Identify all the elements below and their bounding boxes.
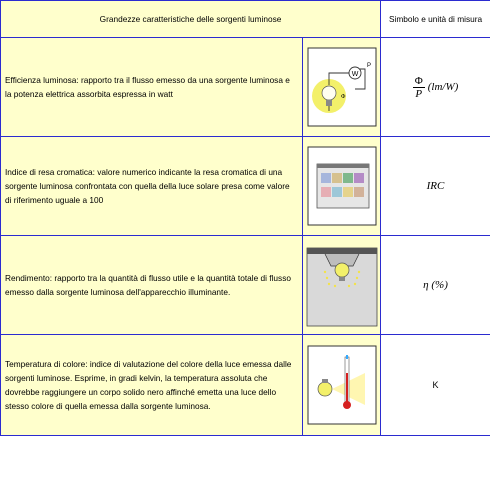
luminaire-icon	[303, 240, 381, 330]
table-row	[1, 335, 490, 436]
symbol-eta: η (%)	[381, 236, 490, 335]
flux-over-power	[413, 75, 425, 100]
row-description-efficiency-ratio: Rendimento: rapporto tra la quantità di flusso utile e la quantità totale di flusso emesso dalla sorgente luminosa dell'apparecchio illuminante.	[1, 236, 303, 335]
thermometer-icon	[307, 345, 377, 425]
table-row	[1, 236, 490, 335]
fraction-denominator: P	[415, 87, 423, 100]
fraction-numerator: Φ	[414, 74, 423, 87]
table-row	[1, 137, 490, 236]
table-row	[1, 38, 490, 137]
header-row	[1, 1, 490, 38]
symbol-kelvin: K	[381, 335, 490, 436]
header-title: Grandezze caratteristiche delle sorgenti luminose	[1, 1, 381, 38]
power-label: P	[366, 63, 371, 69]
flux-label: Φ	[340, 94, 345, 100]
bulb-wattmeter-icon	[307, 47, 377, 127]
wattmeter-label: W	[351, 71, 358, 78]
color-swatch-icon	[307, 146, 377, 226]
color-rendering-illustration	[303, 137, 381, 236]
row-description-color-rendering: Indice di resa cromatica: valore numerico indicante la resa cromatica di una sorgente luminosa confrontata con quella della luce solare presa come valore di riferimento uguale a 100	[1, 137, 303, 236]
row-description-efficiency: Efficienza luminosa: rapporto tra il flusso emesso da una sorgente luminosa e la potenza elettrica assorbita espressa in watt	[1, 38, 303, 137]
unit-lumen-per-watt: (lm/W)	[427, 81, 459, 93]
symbol-efficiency	[381, 38, 490, 137]
efficiency-illustration	[303, 38, 381, 137]
symbol-irc: IRC	[381, 137, 490, 236]
luminaire-illustration	[303, 236, 381, 335]
color-temperature-illustration	[303, 335, 381, 436]
header-symbol-unit: Simbolo e unità di misura	[381, 1, 490, 38]
row-description-color-temperature: Temperatura di colore: indice di valutazione del colore della luce emessa dalle sorgenti luminose. Esprime, in gradi kelvin, la temperatura assoluta che dovrebbe raggiungere un corpo solido nero affinché emetta una luce dello stesso colore di quella emessa dalla sorgente luminosa.	[1, 335, 303, 436]
